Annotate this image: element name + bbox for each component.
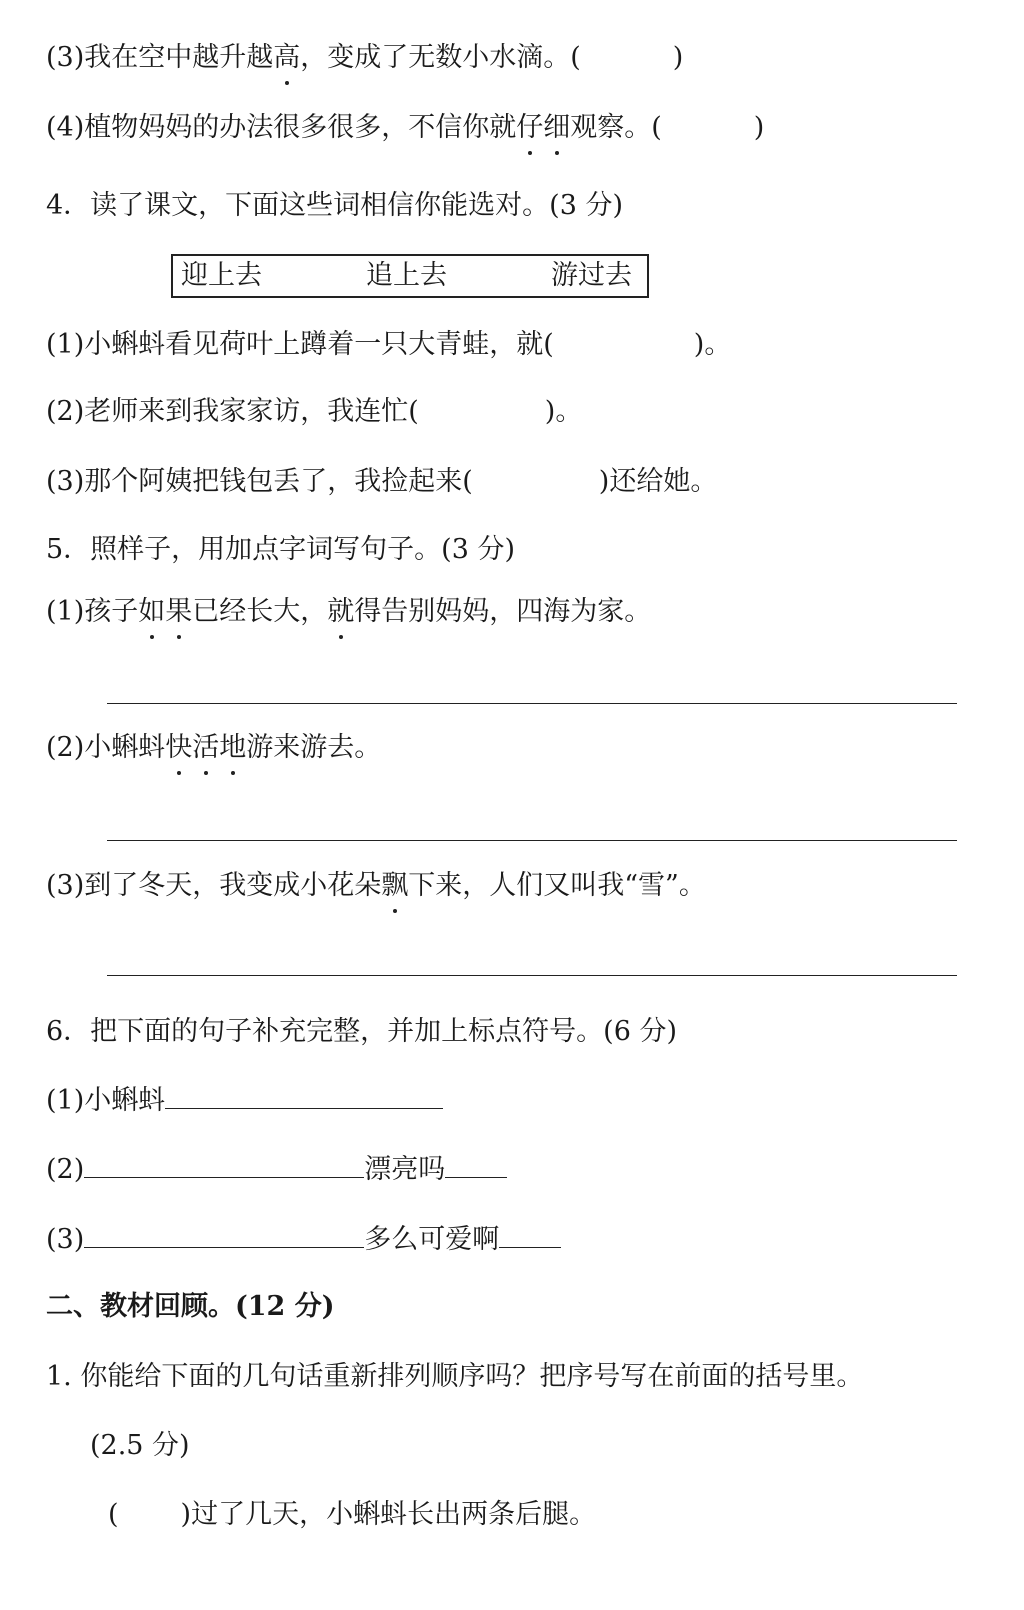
dotted-char: 仔: [516, 108, 543, 148]
answer-line[interactable]: [107, 840, 957, 841]
q3-item-4-text: (4)植物妈妈的办法很多很多，不信你就: [46, 112, 517, 143]
fill-blank[interactable]: [84, 1151, 364, 1178]
dotted-char: 果: [165, 592, 192, 632]
punctuation-blank[interactable]: [445, 1151, 507, 1178]
q5-item-1-text: 已经长大，: [192, 596, 328, 627]
q5-item-3-text: 下来，人们又叫我“雪”。: [408, 870, 706, 901]
answer-line[interactable]: [107, 975, 957, 976]
section-2-q1-score: (2.5 分): [90, 1430, 190, 1461]
q4-title: 4．读了课文，下面这些词相信你能选对。(3 分): [46, 190, 624, 221]
q3-item-3-text: (3)我在空中越升越: [46, 42, 274, 73]
q6-item-2: [46, 1150, 507, 1190]
q5-item-2-text: (2)小蝌蚪: [46, 732, 166, 763]
dotted-char: 飘: [381, 866, 408, 906]
q5-item-2: [46, 728, 381, 768]
q5-item-2-text: 游来游去。: [246, 732, 382, 763]
q5-item-3: [46, 866, 706, 906]
dotted-char: 细: [543, 108, 570, 148]
ordering-item: [108, 1495, 596, 1535]
section-2-title: 二、教材回顾。(12 分): [46, 1291, 335, 1322]
q3-item-4: [46, 108, 764, 148]
dotted-char: 活: [192, 728, 219, 768]
close-bracket: ): [672, 42, 684, 73]
q3-item-3: [46, 38, 683, 78]
q4-item-1-text: (1)小蝌蚪看见荷叶上蹲着一只大青蛙，就(: [46, 329, 554, 360]
word-choice: 追上去: [366, 260, 447, 291]
close-bracket: ): [753, 112, 765, 143]
q6-item-3: [46, 1220, 561, 1260]
q4-item-3-text-after: )还给她。: [598, 466, 718, 497]
word-choice: 迎上去: [181, 260, 262, 291]
q5-item-1-text: (1)孩子: [46, 596, 139, 627]
q6-item-2-text: 漂亮吗: [364, 1154, 446, 1185]
q5-item-3-text: (3)到了冬天，我变成小花朵: [46, 870, 382, 901]
q4-item-1-text-after: )。: [693, 329, 732, 360]
q4-item-3: [46, 462, 717, 502]
fill-blank[interactable]: [84, 1221, 364, 1248]
word-choice: 游过去: [551, 260, 632, 291]
dotted-char: 就: [327, 592, 354, 632]
answer-line[interactable]: [107, 703, 957, 704]
q4-item-2-text-after: )。: [544, 396, 583, 427]
q5-item-1: [46, 592, 651, 632]
q5-title: 5．照样子，用加点字词写句子。(3 分): [46, 534, 516, 565]
open-bracket: (: [108, 1499, 119, 1530]
q6-item-3-text: 多么可爱啊: [364, 1224, 500, 1255]
dotted-char: 快: [165, 728, 192, 768]
q4-item-2-text: (2)老师来到我家家访，我连忙(: [46, 396, 419, 427]
q4-item-1: [46, 325, 731, 365]
q6-item-1: [46, 1081, 443, 1121]
dotted-char: 高: [273, 38, 300, 78]
dotted-char: 如: [138, 592, 165, 632]
dotted-char: 地: [219, 728, 246, 768]
q3-item-4-text-after: 观察。(: [570, 112, 662, 143]
fill-blank[interactable]: [165, 1082, 443, 1109]
section-2-q1-title: 1. 你能给下面的几句话重新排列顺序吗？把序号写在前面的括号里。: [46, 1361, 864, 1392]
q6-title: 6．把下面的句子补充完整，并加上标点符号。(6 分): [46, 1016, 678, 1047]
punctuation-blank[interactable]: [499, 1221, 561, 1248]
q4-item-2: [46, 392, 582, 432]
q4-item-3-text: (3)那个阿姨把钱包丢了，我捡起来(: [46, 466, 473, 497]
q3-item-3-text-after: ，变成了无数小水滴。(: [300, 42, 581, 73]
q6-item-1-label: (1)小蝌蚪: [46, 1085, 166, 1116]
ordering-item-text: 过了几天，小蝌蚪长出两条后腿。: [191, 1499, 597, 1530]
q6-item-2-label: (2): [46, 1154, 85, 1185]
q6-item-3-label: (3): [46, 1224, 85, 1255]
word-choice-box: [171, 254, 649, 298]
q5-item-1-text: 得告别妈妈，四海为家。: [354, 596, 652, 627]
close-bracket: ): [180, 1499, 192, 1530]
